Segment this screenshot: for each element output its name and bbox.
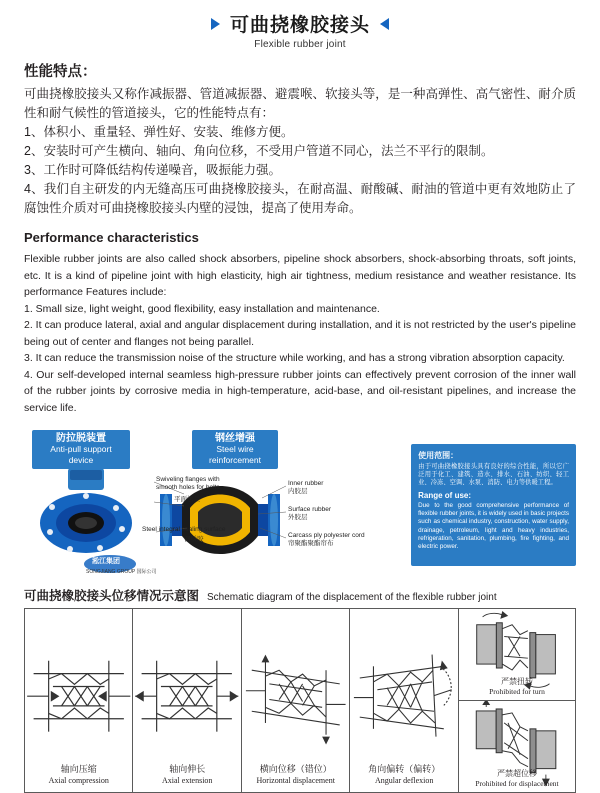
page-title-cn: 可曲挠橡胶接头 — [229, 15, 370, 36]
tag-anti-pull-cn: 防拉脱装置 — [56, 433, 106, 444]
axial-extension-en: Axial extension — [162, 776, 213, 785]
angular-deflexion-cn: 角向偏转（偏转） — [368, 764, 441, 774]
callout-surface-rubber: Surface rubber — [288, 506, 331, 513]
displacement-cell-horizontal — [242, 609, 350, 792]
axial-extension-caption — [133, 764, 240, 786]
product-figure-section — [14, 428, 586, 578]
callout-inner-rubber-cn: 内胶层 — [288, 488, 308, 495]
horizontal-displacement-en: Horizontal displacement — [256, 776, 335, 785]
chinese-heading: 性能特点： — [24, 64, 97, 80]
forbidden-turn-caption — [459, 677, 575, 697]
tag-steel-wire-en: Steel wire reinforcement — [209, 444, 261, 465]
axial-compression-caption — [25, 764, 132, 786]
range-title-en: Range of use: — [418, 491, 472, 501]
brand-name: 淞江集团 — [92, 558, 120, 565]
english-paragraph: Flexible rubber joints are also called shock absorbers, pipeline shock absorbers, shock-absorbing throats, soft joints, etc. It is a kind of pipeline joint with high elasticity, high air tightness, medium resistance and weather resistance. Its performance Features include: — [24, 253, 576, 298]
chinese-paragraph: 可曲挠橡胶接头又称作减振器、管道减振器、避震喉、软接头等，是一种高弹性、高气密性、耐介质性和耐气候性的管道接头，它的性能特点有： — [24, 87, 576, 120]
horizontal-displacement-caption — [242, 764, 349, 786]
forbidden-displacement-cn: 严禁超位移 — [496, 769, 537, 778]
forbidden-turn-cn: 严禁扭转 — [500, 676, 533, 686]
displacement-section — [14, 586, 586, 793]
axial-extension-cn: 轴向伸长 — [169, 764, 206, 774]
callout-swiveling-flanges-1: Swiveling flanges with — [156, 476, 220, 483]
tag-steel-wire-cn: 钢丝增强 — [215, 433, 255, 444]
forbidden-displacement — [459, 701, 575, 793]
product-diagram — [24, 428, 403, 578]
title-row — [14, 10, 586, 37]
chinese-paragraph: 2、安装时可产生横向、轴向、角向位移，不受用户管道不同心，法兰不平行的限制。 — [24, 144, 494, 158]
forbidden-turn-en: Prohibited for turn — [489, 686, 545, 696]
callout-flange-cn: 平面法兰 — [174, 496, 200, 503]
callout-carcass-ply: Carcass ply polyester cord — [288, 532, 365, 539]
callout-inner-rubber: Inner rubber — [288, 480, 324, 487]
forbidden-displacement-caption — [459, 769, 575, 789]
displacement-title-en: Schematic diagram of the displacement of the flexible rubber joint — [207, 592, 497, 603]
page-title-en: Flexible rubber joint — [254, 39, 346, 50]
displacement-cell-forbidden — [459, 609, 575, 792]
page-header — [14, 0, 586, 50]
tag-anti-pull — [32, 430, 130, 469]
chinese-paragraph: 1、体积小、重量轻、弹性好、安装、维修方便。 — [24, 125, 294, 139]
english-paragraph: 4. Our self-developed internal seamless high-pressure rubber joints can effectively prevent corrosion of the inner wall of the rubber joints by corrosive media in high-temperature, acid-base, and oil-resistant pipelines, and increase the service life. — [24, 368, 576, 414]
displacement-cell-axial-extension — [133, 609, 241, 792]
triangle-left-icon — [380, 18, 389, 30]
chinese-section — [14, 60, 586, 218]
english-paragraph: 2. It can produce lateral, axial and angular displacement during installation, and it is not restricted by the user's pipeline being out of center and flanges not being parallel. — [24, 319, 576, 348]
callout-steel-cn: 钢质胶 — [184, 536, 204, 543]
axial-compression-en: Axial compression — [48, 776, 109, 785]
english-paragraph: 1. Small size, light weight, good flexibility, easy installation and maintenance. — [24, 302, 380, 315]
range-body-cn: 由于可曲挠橡胶接头具有良好的综合性能，所以它广泛用于化工、建筑、造水、排水、石油、纺织、轻工业、冷冻、空调、水泵、消防、电力等供暖工程。 — [418, 463, 569, 487]
english-section — [14, 230, 586, 416]
axial-compression-cn: 轴向压缩 — [60, 764, 97, 774]
displacement-cell-angular — [350, 609, 458, 792]
angular-deflexion-caption — [350, 764, 457, 786]
range-of-use-panel — [411, 444, 576, 566]
forbidden-displacement-en: Prohibited for displacement — [475, 779, 559, 788]
tag-steel-wire — [192, 430, 278, 469]
horizontal-displacement-cn: 横向位移（错位） — [259, 764, 332, 774]
angular-deflexion-en: Angular deflexion — [374, 776, 434, 785]
tag-anti-pull-en: Anti-pull support device — [50, 444, 112, 465]
callout-swiveling-flanges-2: smooth holes for bolts — [156, 484, 220, 491]
displacement-title-cn: 可曲挠橡胶接头位移情况示意图 — [24, 589, 200, 603]
range-body-en: Due to the good comprehensive performance of flexible rubber joints, it is widely used in basic projects such as chemical industry, construction, water supply, drainage, petroleum, light and heavy industries, refrigeration, sanitation, plumbing, fire fighting, and electric power. — [418, 502, 569, 550]
forbidden-turn — [459, 609, 575, 701]
callout-surface-rubber-cn: 外胶层 — [288, 514, 308, 521]
range-title-cn: 使用范围： — [418, 451, 459, 460]
english-heading: Performance characteristics — [24, 230, 199, 245]
displacement-title-row — [24, 586, 576, 604]
brand-subtitle: SONGJIANG GROUP 国际公司 — [86, 569, 157, 575]
displacement-grid — [24, 608, 576, 793]
chinese-paragraph: 4、我们自主研发的内无缝高压可曲挠橡胶接头，在耐高温、耐酸碱、耐油的管道中更有效地防止了腐蚀性介质对可曲挠橡胶接头内壁的浸蚀，提高了使用寿命。 — [24, 182, 576, 215]
chinese-paragraph: 3、工作时可降低结构传递噪音，吸振能力强。 — [24, 163, 281, 177]
displacement-cell-axial-compression — [25, 609, 133, 792]
callout-sealing-surface: Steel integral sealing surface — [142, 526, 226, 533]
callout-carcass-ply-cn: 帘聚酯聚酯帘布 — [288, 540, 334, 547]
triangle-right-icon — [211, 18, 220, 30]
english-paragraph: 3. It can reduce the transmission noise of the structure while working, and has a strong vibration absorption capacity. — [24, 352, 565, 364]
